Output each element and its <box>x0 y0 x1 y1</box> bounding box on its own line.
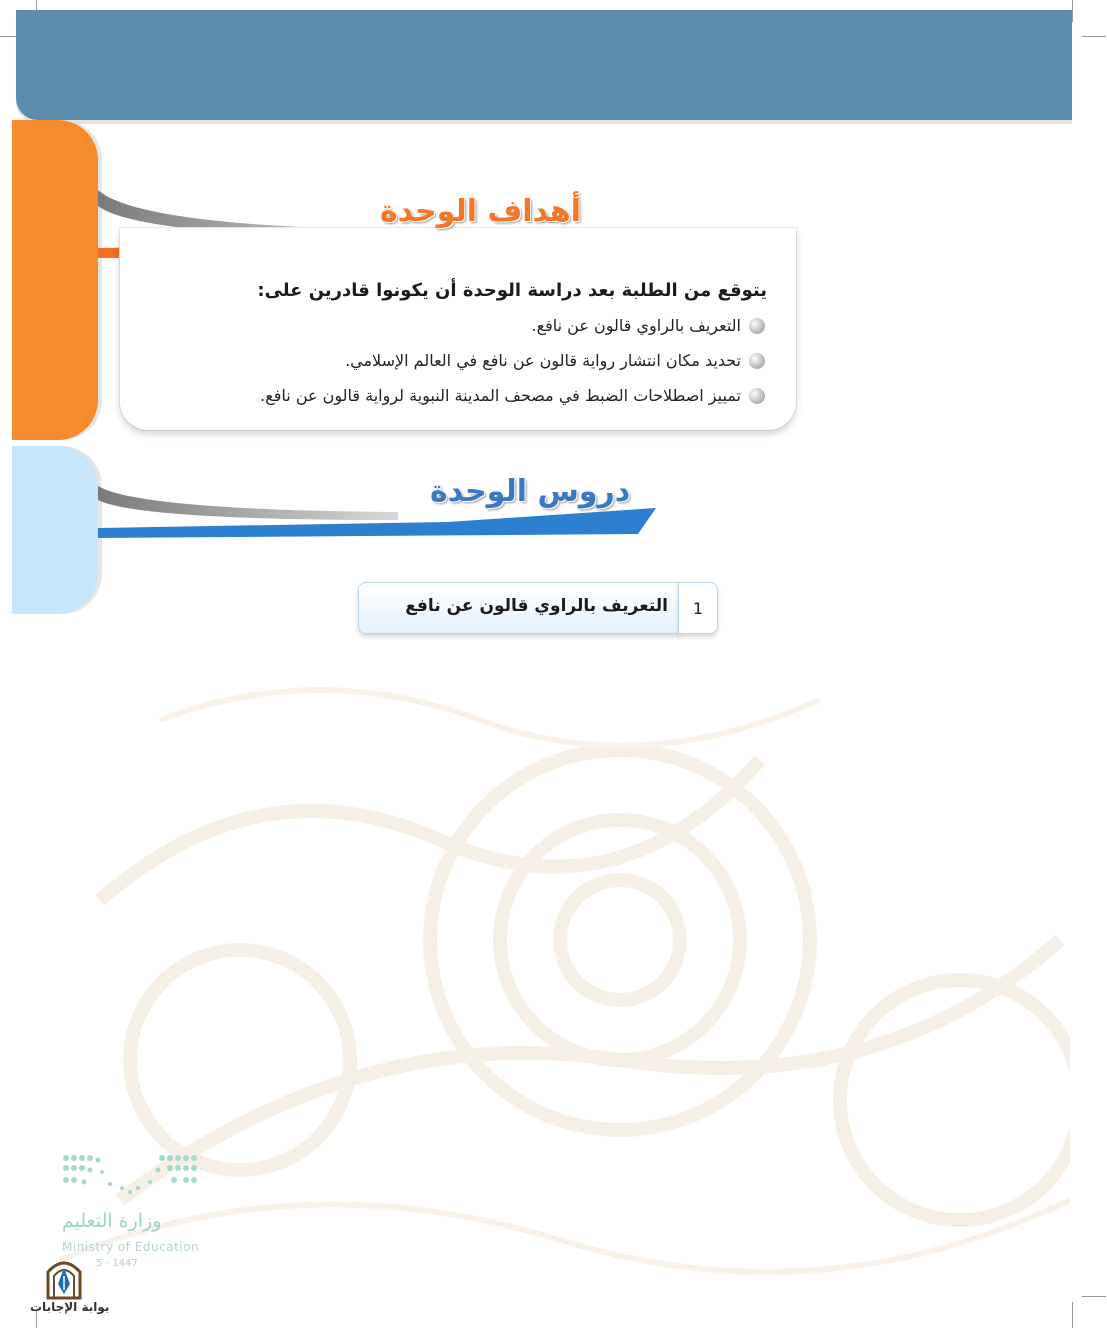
lesson-number: 1 <box>678 582 718 634</box>
portal-label: بوابة الإجابات <box>30 1300 110 1314</box>
background-ornament <box>60 640 1070 1280</box>
crop-mark <box>1072 1302 1073 1328</box>
goal-item <box>345 351 765 370</box>
goals-intro: يتوقع من الطلبة بعد دراسة الوحدة أن يكونوا قادرين على: <box>257 280 767 301</box>
goal-item <box>260 386 765 405</box>
side-tab-blue <box>12 446 98 614</box>
bullet-icon <box>749 388 765 404</box>
crop-mark <box>1082 1296 1106 1297</box>
lesson-item[interactable] <box>358 582 718 634</box>
ministry-year: 5 - 1447 <box>96 1258 138 1269</box>
bullet-icon <box>749 353 765 369</box>
goal-text: التعريف بالراوي قالون عن نافع. <box>531 316 741 335</box>
ministry-name-en: Ministry of Education <box>62 1240 200 1254</box>
bullet-icon <box>749 318 765 334</box>
lessons-title: دروس الوحدة <box>430 474 631 509</box>
crop-mark <box>1072 0 1073 22</box>
side-tab-orange <box>12 120 98 440</box>
crop-mark <box>1082 36 1106 37</box>
mosque-pen-icon <box>44 1254 84 1300</box>
goals-title: أهداف الوحدة <box>380 194 582 229</box>
goal-text: تمييز اصطلاحات الضبط في مصحف المدينة النبوية لرواية قالون عن نافع. <box>260 386 741 405</box>
ministry-logo-icon <box>62 1152 198 1200</box>
header-band <box>16 10 1072 120</box>
lesson-label: التعريف بالراوي قالون عن نافع <box>405 596 668 616</box>
ministry-name-ar: وزارة التعليم <box>62 1210 162 1232</box>
goal-item <box>532 316 766 335</box>
goal-text: تحديد مكان انتشار رواية قالون عن نافع في العالم الإسلامي. <box>345 351 741 370</box>
